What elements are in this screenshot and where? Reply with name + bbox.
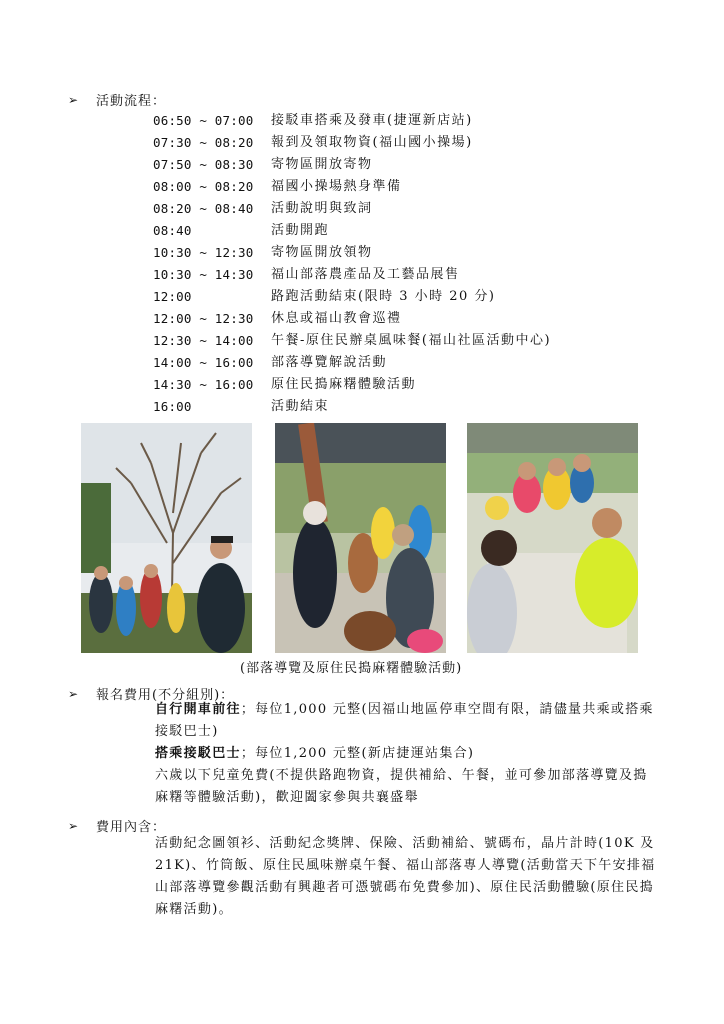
fee-heading: 報名費用(不分組別)： [96, 688, 235, 703]
schedule-desc: 寄物區開放寄物 [271, 157, 373, 172]
schedule-time: 10:30 ~ 12:30 [153, 245, 254, 260]
mochi-making-photo [467, 423, 638, 653]
arrow-bullet-icon: ➢ [68, 92, 79, 107]
schedule-time: 07:50 ~ 08:30 [153, 157, 254, 172]
arrow-bullet-icon: ➢ [68, 818, 79, 833]
schedule-desc: 午餐-原住民辦桌風味餐(福山社區活動中心) [271, 333, 552, 348]
schedule-desc: 部落導覽解說活動 [271, 355, 388, 370]
schedule-row [153, 154, 551, 176]
photo-strip [81, 423, 638, 653]
fee-shuttle [155, 743, 660, 765]
schedule-desc: 路跑活動結束(限時 3 小時 20 分) [271, 289, 496, 304]
schedule-row [153, 374, 551, 396]
schedule-time: 08:00 ~ 08:20 [153, 179, 254, 194]
schedule-row [153, 352, 551, 374]
schedule-row [153, 286, 551, 308]
schedule-desc: 活動開跑 [271, 223, 330, 238]
schedule-desc: 接駁車搭乘及發車(捷運新店站) [271, 113, 473, 128]
schedule-time: 08:20 ~ 08:40 [153, 201, 254, 216]
schedule-desc: 福山部落農產品及工藝品展售 [271, 267, 460, 282]
schedule-list [153, 110, 551, 418]
schedule-row [153, 198, 551, 220]
schedule-time: 16:00 [153, 399, 192, 414]
contents-heading: 費用內含： [96, 820, 167, 835]
schedule-row [153, 396, 551, 418]
fee-contents: 活動紀念圖領衫、活動紀念獎牌、保險、活動補給、號碼布，晶片計時(10K 及21K)、竹筒飯、原住民風味辦桌午餐、福山部落專人導覽(活動當天下午安排福山部落導覽參觀活動有興趣者可憑號碼布免費參加)、原住民活動體驗(原住民搗麻糬活動)。 [155, 836, 656, 917]
schedule-desc: 活動說明與致詞 [271, 201, 373, 216]
schedule-row [153, 132, 551, 154]
shuttle-text: ；每位1,200 元整(新店捷運站集合) [240, 746, 475, 761]
schedule-row [153, 330, 551, 352]
shuttle-label: 搭乘接駁巴士 [155, 746, 241, 761]
photo-caption: (部落導覽及原住民搗麻糬體驗活動) [240, 661, 463, 676]
self-drive-label: 自行開車前往 [155, 702, 241, 717]
schedule-desc: 寄物區開放領物 [271, 245, 373, 260]
schedule-time: 12:00 ~ 12:30 [153, 311, 254, 326]
tribal-tour-photo [81, 423, 252, 653]
schedule-row [153, 242, 551, 264]
fee-self-drive [155, 699, 660, 743]
schedule-row [153, 308, 551, 330]
fee-children: 六歲以下兒童免費(不提供路跑物資，提供補給、午餐，並可參加部落導覽及搗麻糬等體驗活動)，歡迎闔家參與共襄盛舉 [155, 768, 648, 805]
schedule-desc: 報到及領取物資(福山國小操場) [271, 135, 473, 150]
schedule-time: 14:30 ~ 16:00 [153, 377, 254, 392]
schedule-time: 06:50 ~ 07:00 [153, 113, 254, 128]
schedule-row [153, 220, 551, 242]
schedule-time: 12:30 ~ 14:00 [153, 333, 254, 348]
arrow-bullet-icon: ➢ [68, 686, 79, 701]
schedule-time: 10:30 ~ 14:30 [153, 267, 254, 282]
schedule-time: 14:00 ~ 16:00 [153, 355, 254, 370]
mochi-pounding-photo [275, 423, 446, 653]
schedule-row [153, 176, 551, 198]
schedule-time: 07:30 ~ 08:20 [153, 135, 254, 150]
contents-heading-row [68, 816, 166, 835]
schedule-row [153, 110, 551, 132]
self-drive-text: ；每位1,000 元整(因福山地區停車空間有限，請儘量共乘或搭乘接駁巴士) [155, 702, 654, 739]
schedule-desc: 活動結束 [271, 399, 330, 414]
schedule-desc: 福國小操場熱身準備 [271, 179, 402, 194]
schedule-time: 12:00 [153, 289, 192, 304]
schedule-row [153, 264, 551, 286]
schedule-desc: 原住民搗麻糬體驗活動 [271, 377, 417, 392]
flow-heading: 活動流程： [96, 94, 167, 109]
flow-heading-row [68, 90, 166, 109]
schedule-time: 08:40 [153, 223, 192, 238]
schedule-desc: 休息或福山教會巡禮 [271, 311, 402, 326]
